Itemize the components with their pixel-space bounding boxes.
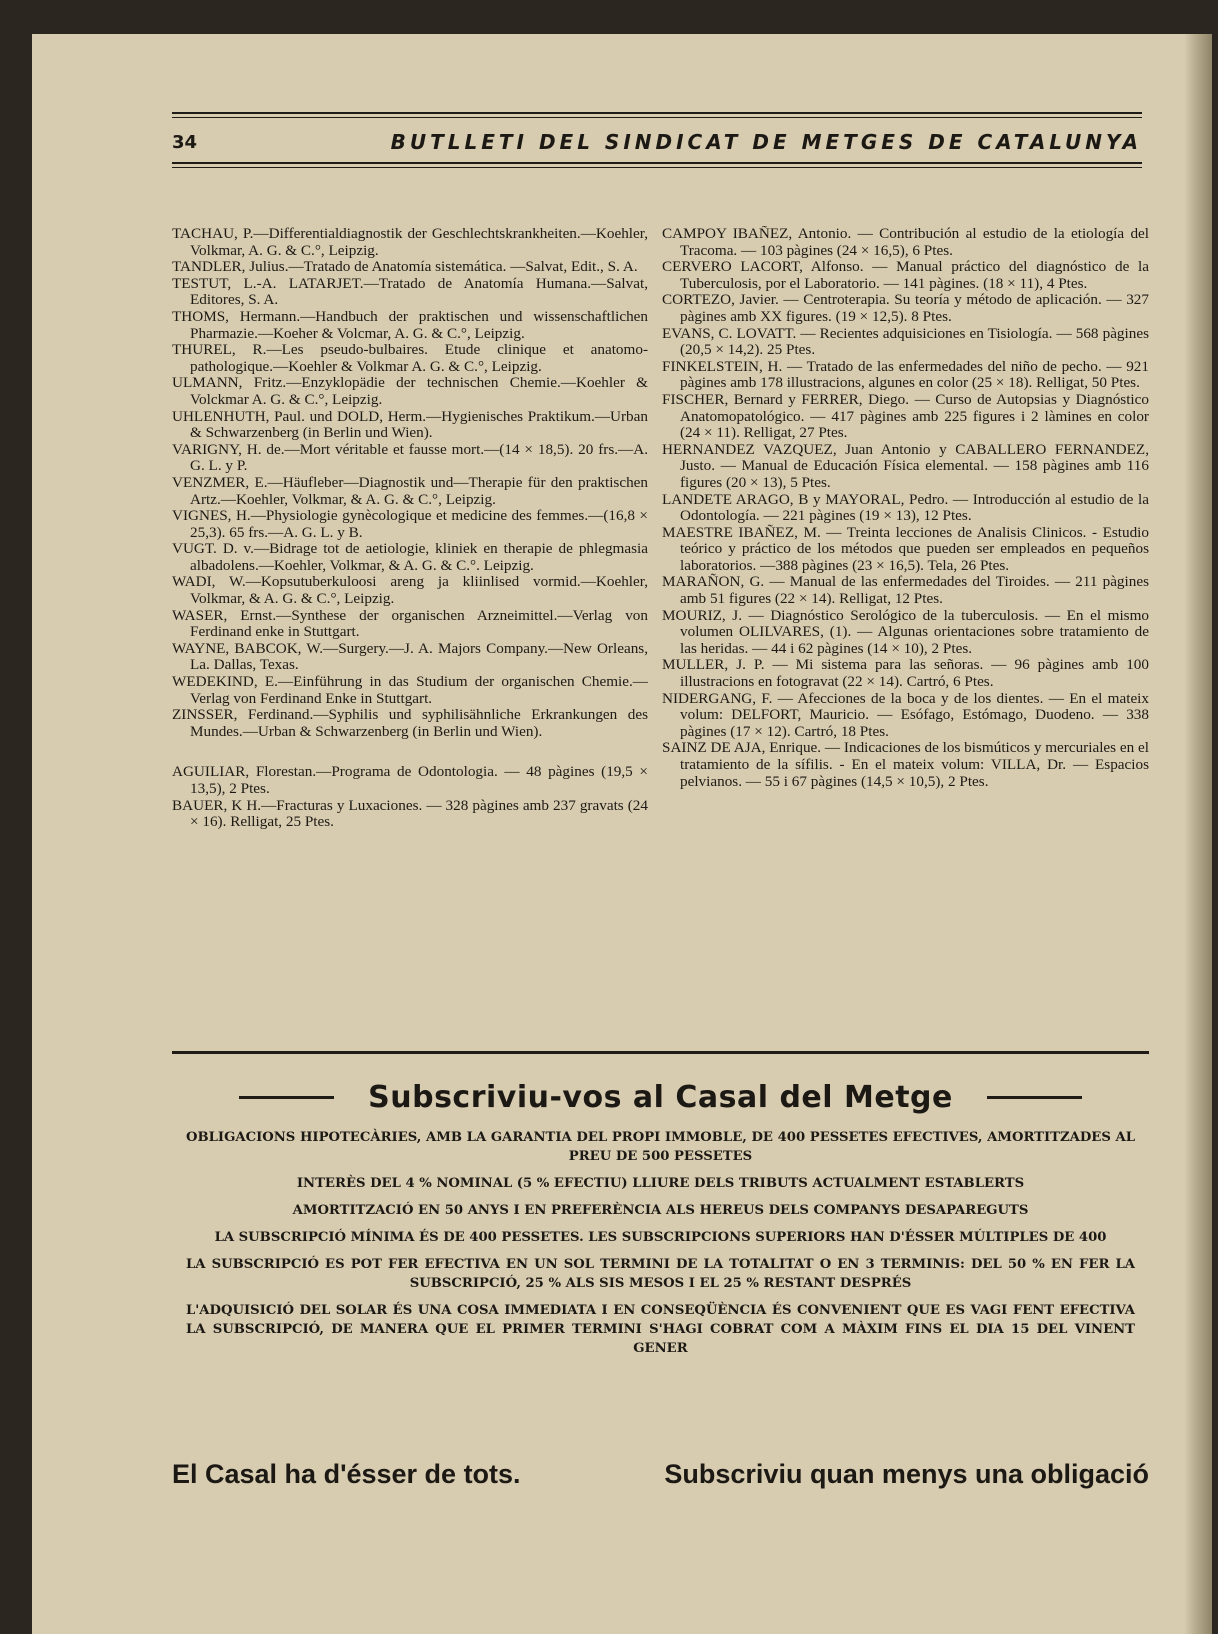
bibliography-entry: FISCHER, Bernard y FERRER, Diego. — Curso de Autopsias y Diagnóstico Anatomopatológico. — 417 pàgines amb 225 figures i 2 làmines en color (24 × 11). Relligat, 27 Ptes. — [662, 390, 1149, 442]
bibliography-entry: UHLENHUTH, Paul. und DOLD, Herm.—Hygienisches Praktikum.—Urban & Schwarzenberg (in Berlin und Wien). — [172, 407, 648, 442]
bibliography-entry: CAMPOY IBAÑEZ, Antonio. — Contribución al estudio de la etiología del Tracoma. — 103 pàgines (24 × 16,5), 6 Ptes. — [662, 226, 1149, 259]
bibliography-entry: TESTUT, L.-A. LATARJET.—Tratado de Anatomía Humana.—Salvat, Editores, S. A. — [172, 274, 648, 309]
bibliography-entry: TANDLER, Julius.—Tratado de Anatomía sistemática. —Salvat, Edit., S. A. — [172, 258, 638, 276]
bibliography-entry: NIDERGANG, F. — Afecciones de la boca y de los dientes. — En el mateix volum: DELFORT, Mauricio. — Esófago, Estómago, Duodeno. — 338 pàgines (17 × 12). Cartró, 18 Ptes. — [662, 689, 1149, 740]
bibliography-left-column — [172, 226, 648, 1006]
running-header — [172, 112, 1142, 196]
page-number: 34 — [172, 131, 198, 153]
bibliography-entry: LANDETE ARAGO, B y MAYORAL, Pedro. — Introducción al estudio de la Odontología. — 221 pàgines (19 × 13), 12 Ptes. — [662, 490, 1149, 525]
bibliography-entry: EVANS, C. LOVATT. — Recientes adquisiciones en Tisiología. — 568 pàgines (20,5 × 14,2). 25 Ptes. — [662, 324, 1149, 359]
title-rule-right — [987, 1096, 1082, 1099]
left-entry-list-secondary — [172, 764, 648, 830]
bibliography-entry: WASER, Ernst.—Synthese der organischen Arzneimittel.—Verlag von Ferdinand enke in Stuttgart. — [172, 606, 648, 641]
bibliography-entry: CERVERO LACORT, Alfonso. — Manual práctico del diagnóstico de la Tuberculosis, por el Laboratorio. — 141 pàgines. (18 × 11), 4 Ptes. — [662, 258, 1149, 292]
bibliography-entry: WADI, W.—Kopsutuberkuloosi areng ja kliinlised vormid.—Koehler, Volkmar, & A. G. & C.°, Leipzig. — [172, 573, 648, 608]
header-text — [172, 126, 1142, 158]
advert-paragraph: L'ADQUISICIÓ DEL SOLAR ÉS UNA COSA IMMEDIATA I EN CONSEQÜÈNCIA ÉS CONVENIENT QUE ES VAGI FENT EFECTIVA LA SUBSCRIPCIÓ, DE MANERA QUE EL PRIMER TERMINI S'HAGI COBRAT COM A MÀXIM FINS EL DIA 15 DEL VINENT GENER — [186, 1303, 1135, 1356]
journal-title: BUTLLETI DEL SINDICAT DE METGES DE CATALUNYA — [390, 130, 1142, 154]
bibliography-entry: WEDEKIND, E.—Einführung in das Studium der organischen Chemie.—Verlag von Ferdinand Enke in Stuttgart. — [172, 673, 648, 707]
journal-page — [32, 34, 1212, 1634]
footer-slogan-left: El Casal ha d'ésser de tots. — [172, 1458, 521, 1489]
bibliography-entry: ZINSSER, Ferdinand.—Syphilis und syphilisähnliche Erkrankungen des Mundes.—Urban & Schwarzenberg (in Berlin und Wien). — [172, 706, 648, 740]
bibliography-entry: ULMANN, Fritz.—Enzyklopädie der technischen Chemie.—Koehler & Volckmar A. G. & C.°, Leipzig. — [172, 374, 648, 408]
advert-paragraph: LA SUBSCRIPCIÓ MÍNIMA ÉS DE 400 PESSETES. LES SUBSCRIPCIONS SUPERIORS HAN D'ÉSSER MÚLTIPLES DE 400 — [214, 1230, 1107, 1245]
advertisement — [172, 1074, 1149, 1358]
bibliography-entry: FINKELSTEIN, H. — Tratado de las enfermedades del niño de pecho. — 921 pàgines amb 178 illustracions, algunes en color (25 × 18). Relligat, 50 Ptes. — [662, 357, 1149, 392]
bibliography-entry: WAYNE, BABCOK, W.—Surgery.—J. A. Majors Company.—New Orleans, La. Dallas, Texas. — [172, 639, 648, 674]
bibliography-right-column — [662, 226, 1149, 1006]
bibliography-entry: MULLER, J. P. — Mi sistema para las señoras. — 96 pàgines amb 100 illustracions en fotogravat (22 × 14). Cartró, 6 Ptes. — [662, 656, 1149, 691]
advert-title: Subscriviu-vos al Casal del Metge — [368, 1079, 953, 1115]
bibliography-entry: VENZMER, E.—Häufleber—Diagnostik und—Therapie für den praktischen Artz.—Koehler, Volkmar, & A. G. & C.°, Leipzig. — [172, 473, 648, 508]
footer-slogan-right: Subscriviu quan menys una obligació — [664, 1458, 1149, 1489]
bibliography-entry: THUREL, R.—Les pseudo-bulbaires. Etude clinique et anatomo-pathologique.—Koehler & Volkmar A. G. & C.°, Leipzig. — [172, 341, 648, 375]
bibliography-entry: AGUILIAR, Florestan.—Programa de Odontologia. — 48 pàgines (19,5 × 13,5), 2 Ptes. — [172, 763, 648, 797]
right-entry-list — [662, 226, 1149, 790]
bibliography-entry: CORTEZO, Javier. — Centroterapia. Su teoría y método de aplicación. — 327 pàgines amb XX figures. (19 × 12,5). 8 Ptes. — [662, 291, 1149, 325]
left-entry-list — [172, 226, 648, 740]
advert-body — [172, 1128, 1149, 1358]
bibliography-entry: BAUER, K H.—Fracturas y Luxaciones. — 328 pàgines amb 237 gravats (24 × 16). Relligat, 25 Ptes. — [172, 796, 648, 831]
bibliography-entry: SAINZ DE AJA, Enrique. — Indicaciones de los bismúticos y mercuriales en el tratamiento de la sífilis. - En el mateix volum: VILLA, Dr. — Espacios pelvianos. — 55 i 67 pàgines (14,5 × 10,5), 2 Ptes. — [662, 739, 1149, 790]
advert-paragraph: INTERÈS DEL 4 % NOMINAL (5 % EFECTIU) LLIURE DELS TRIBUTS ACTUALMENT ESTABLERTS — [296, 1176, 1025, 1191]
bibliography-entry: HERNANDEZ VAZQUEZ, Juan Antonio y CABALLERO FERNANDEZ, Justo. — Manual de Educación Física elemental. — 158 pàgines amb 116 figures (20 × 13), 5 Ptes. — [662, 440, 1149, 491]
advert-paragraph: LA SUBSCRIPCIÓ ES POT FER EFECTIVA EN UN SOL TERMINI DE LA TOTALITAT O EN 3 TERMINIS: DEL 50 % EN FER LA SUBSCRIPCIÓ, 25 % ALS SIS MESOS I EL 25 % RESTANT DESPRÉS — [186, 1257, 1135, 1291]
title-rule-left — [239, 1096, 334, 1099]
advert-paragraph: OBLIGACIONS HIPOTECÀRIES, AMB LA GARANTIA DEL PROPI IMMOBLE, DE 400 PESSETES EFECTIVES, AMORTITZADES AL PREU DE 500 PESSETES — [186, 1130, 1135, 1164]
bibliography-entry: MAESTRE IBAÑEZ, M. — Treinta lecciones de Analisis Clinicos. - Estudio teórico y práctico de los métodos que pueden ser empleados en pequeños laboratorios. —388 pàgines (23 × 16,5). Tela, 26 Ptes. — [662, 523, 1149, 574]
advert-footer — [172, 1454, 1149, 1494]
bibliography-entry: THOMS, Hermann.—Handbuch der praktischen und wissenschaftlichen Pharmazie.—Koeher & Volcmar, A. G. & C.°, Leipzig. — [172, 307, 648, 342]
bibliography-entry: TACHAU, P.—Differentialdiagnostik der Geschlechtskrankheiten.—Koehler, Volkmar, A. G. & C.°, Leipzig. — [172, 226, 648, 259]
bibliography-entry: VUGT. D. v.—Bidrage tot de aetiologie, kliniek en therapie de phlegmasia albadolens.—Koehler, Volkmar, & A. G. & C.°. Leipzig. — [172, 540, 648, 574]
section-divider — [172, 1051, 1149, 1054]
page-binding-shadow — [1184, 34, 1212, 1634]
bibliography-entry: MARAÑON, G. — Manual de las enfermedades del Tiroides. — 211 pàgines amb 51 figures (22 × 14). Relligat, 12 Ptes. — [662, 573, 1149, 608]
bibliography-entry: MOURIZ, J. — Diagnóstico Serológico de la tuberculosis. — En el mismo volumen OLILVARES, (1). — Algunas orientaciones sobre tratamiento de las heridas. — 44 i 62 pàgines (14 × 10), 2 Ptes. — [662, 606, 1149, 657]
bibliography-entry: VIGNES, H.—Physiologie gynècologique et medicine des femmes.—(16,8 × 25,3). 65 frs.—A. G. L. y B. — [172, 507, 648, 541]
advert-paragraph: AMORTITZACIÓ EN 50 ANYS I EN PREFERÈNCIA ALS HEREUS DELS COMPANYS DESAPAREGUTS — [292, 1203, 1029, 1218]
bibliography-entry: VARIGNY, H. de.—Mort véritable et fausse mort.—(14 × 18,5). 20 frs.—A. G. L. y P. — [172, 440, 648, 475]
advert-title-row — [172, 1074, 1149, 1120]
